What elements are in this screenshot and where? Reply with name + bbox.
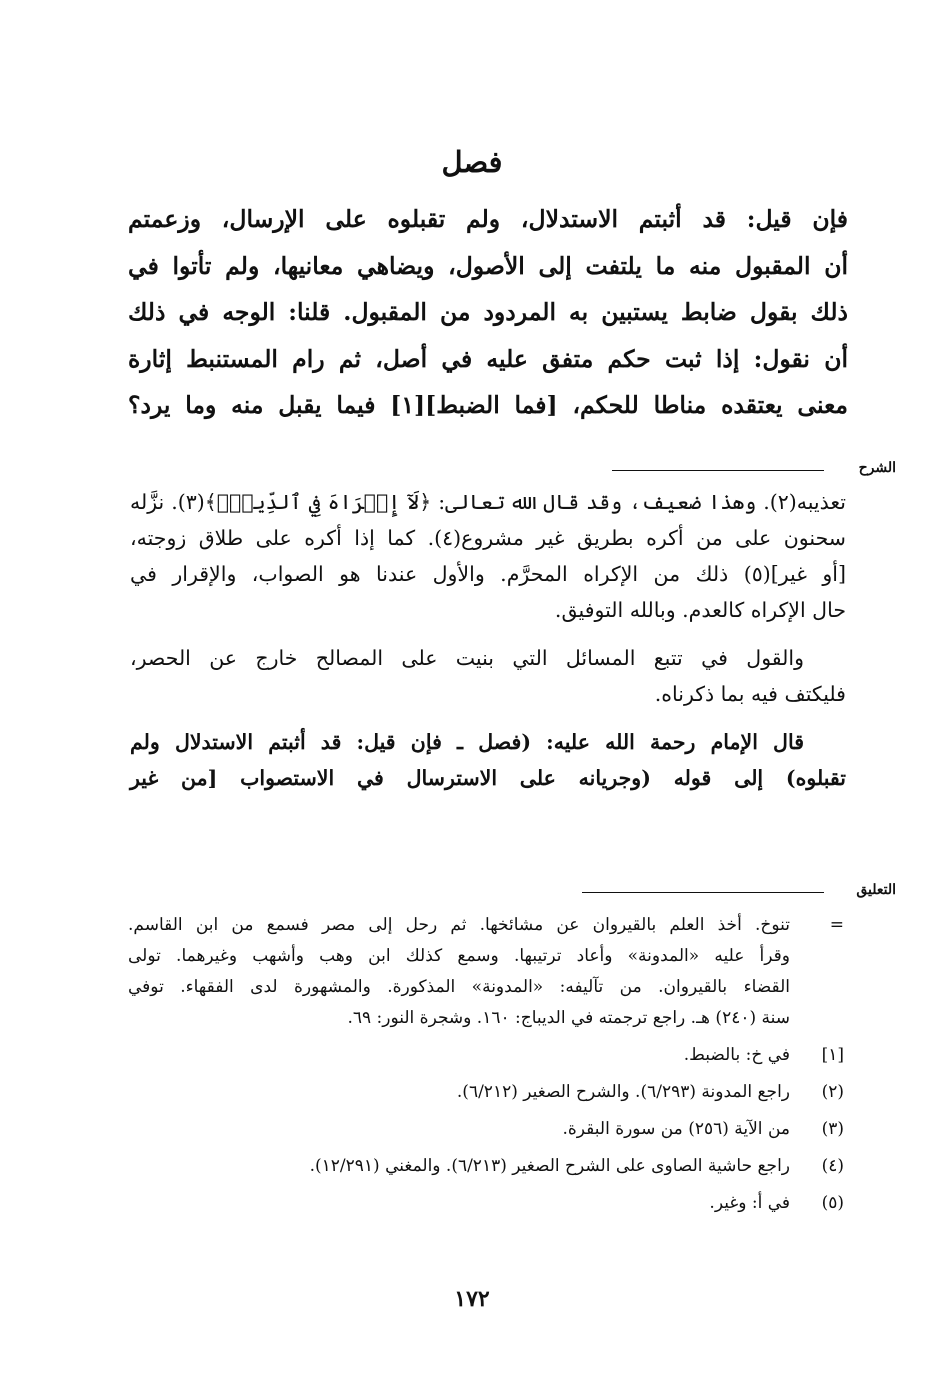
footnote-line: وقرأ عليه «المدونة» وأعاد ترتيبها. وسمع كذلك ابن وهب وأشهب وغيرهما. تولى [128,946,790,966]
continuation-marker: = [829,915,844,935]
separator-rule [612,470,824,471]
matn-line: أن نقول: إذا ثبت حكم متفق عليه في أصل، ثم رام المستنبط إثارة [128,344,848,373]
sharh-text [130,484,846,808]
footnote-line: تنوخ. أخذ العلم بالقيروان عن مشائخها. ثم رحل إلى مصر فسمع من ابن القاسم. [128,915,790,935]
taliq-label: التعليق [856,882,896,898]
footnote-text: راجع حاشية الصاوى على الشرح الصغير (٦/٢١٣). والمغني (١٢/٢٩١). [309,1156,790,1176]
matn-line: فإن قيل: قد أثبتم الاستدلال، ولم تقبلوه على الإرسال، وزعمتم [128,205,848,233]
sharh-paragraph [130,724,846,796]
sharh-line: تقبلوه) إلى قوله (وجريانه على الاسترسال في الاستصواب [من غير [130,766,846,790]
sharh-line: قال الإمام رحمة الله عليه: (فصل ـ فإن قيل: قد أثبتم الاستدلال ولم [130,730,804,754]
sharh-label: الشرح [858,460,896,476]
matn-text [128,196,848,429]
page-number: ١٧٢ [454,1286,490,1312]
footnote-number: (٢) [821,1082,844,1102]
sharh-separator [612,458,896,480]
footnote-number: [١] [821,1045,844,1065]
sharh-paragraph [130,640,846,712]
footnote-text: في أ: وغير. [709,1193,790,1213]
footnote-number: (٣) [821,1119,844,1139]
footnote-number: (٥) [821,1193,844,1213]
footnote-text: في خ: بالضبط. [683,1045,790,1065]
taliq-separator [582,880,896,902]
matn-line: ذلك بقول ضابط يستبين به المردود من المقبول. قلنا: الوجه في ذلك [128,298,848,326]
footnote-text: راجع المدونة (٦/٢٩٣). والشرح الصغير (٦/٢١٢). [456,1082,790,1102]
footnote-line: القضاء بالقيروان. من تآليفه: «المدونة» المذكورة. والمشهورة لدى الفقهاء. توفي [128,977,790,997]
footnote-item [128,1077,844,1108]
sharh-line: سحنون على من أكره بطريق غير مشروع(٤). كما إذا أكره على طلاق زوجته، [130,526,846,550]
footnote-item [128,1151,844,1182]
sharh-paragraph [130,484,846,628]
matn-line: أن المقبول منه ما يلتفت إلى الأصول، ويضاهي معانيها، ولم تأتوا في [128,251,848,280]
section-heading: فصل [441,145,503,179]
footnote-continuation [128,910,844,1034]
sharh-line: والقول في تتبع المسائل التي بنيت على المصالح خارج عن الحصر، [130,646,804,670]
footnotes [128,910,844,1225]
sharh-line: تعذيبه(٢). وهذا ضعيف، وقد قال الله تعالى: ﴿لَآ إِكۡرَاهَ فِي ٱلدِّينِۖ﴾(٣). نزَّله [130,490,846,514]
separator-rule [582,892,824,893]
footnote-item [128,1188,844,1219]
matn-line: معنى يعتقده مناطا للحكم، [فما الضبط][١] فيما يقبل منه وما يرد؟ [128,391,848,419]
footnote-item [128,1040,844,1071]
footnote-text: من الآية (٢٥٦) من سورة البقرة. [562,1119,790,1139]
footnote-number: (٤) [821,1156,844,1176]
sharh-line: فليكتف فيه بما ذكرناه. [654,682,846,706]
sharh-line: [أو غير](٥) ذلك من الإكراه المحرَّم. والأول عندنا هو الصواب، والإقرار في [130,562,847,586]
sharh-line: حال الإكراه كالعدم. وبالله التوفيق. [554,598,846,622]
footnote-item [128,1114,844,1145]
footnote-line: سنة (٢٤٠) هـ. راجع ترجمته في الديباج: ١٦٠. وشجرة النور: ٦٩. [347,1008,790,1028]
